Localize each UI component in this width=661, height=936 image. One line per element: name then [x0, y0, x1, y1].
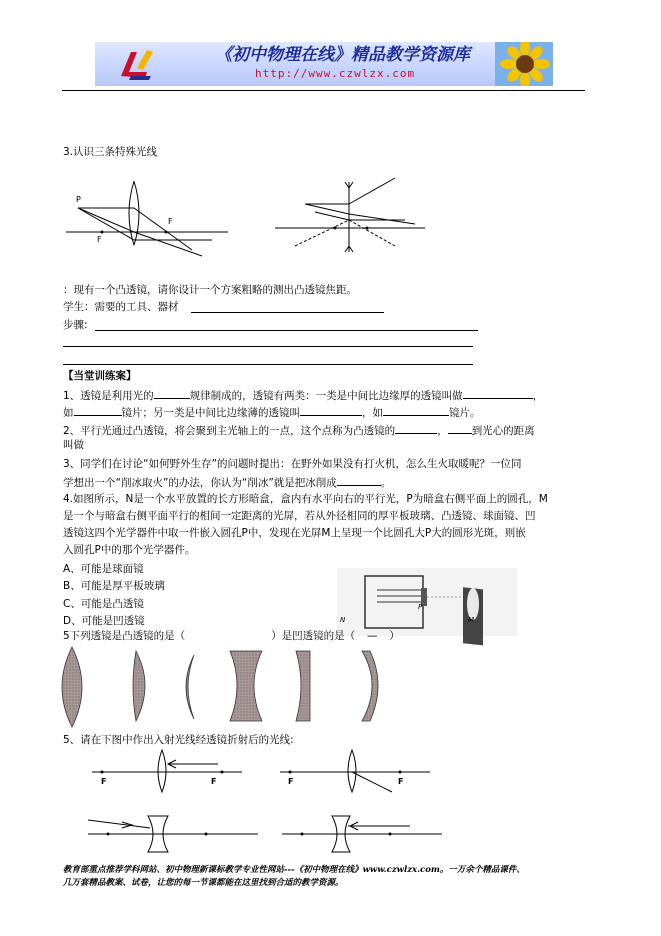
q5-blank-concave[interactable]: — — [366, 630, 378, 642]
q6-d2-f-right: F — [398, 777, 404, 786]
q4-option-c[interactable]: C、可能是凸透镜 — [63, 598, 144, 610]
steps-answer-line-3 — [63, 364, 473, 365]
lens-meniscus — [186, 655, 194, 719]
q4-line2: 是一个与暗盒右侧平面平行的相间一定距离的光屏，若从外径相同的厚平板玻璃、凸透镜、球面镜、凹 — [63, 510, 536, 522]
label-p: P — [76, 195, 81, 204]
q6-d1-f-left: F — [101, 777, 107, 786]
design-steps-label: 步骤: — [63, 319, 88, 331]
q4-option-a[interactable]: A、可能是球面镜 — [63, 563, 144, 575]
header-banner — [95, 42, 553, 86]
q2-blank-2[interactable] — [448, 422, 472, 434]
design-tools-label: 学生：需要的工具、器材 — [63, 301, 179, 313]
q4-fig-label-n: N — [340, 616, 346, 624]
q1-blank-4[interactable] — [300, 404, 362, 416]
q4-line1: 4.如图所示，N是一个水平放置的长方形暗盒，盒内有水平向右的平行光，P为暗盒右侧平面上的圆孔，M — [63, 493, 548, 505]
lens-biconvex — [62, 647, 82, 727]
q6-convex-diagram-1[interactable] — [92, 750, 242, 792]
header-rule — [62, 90, 585, 91]
q4-option-d[interactable]: D、可能是凹透镜 — [63, 615, 145, 627]
footer-line-1: 教育部重点推荐学科网站、初中物理新课标教学专业性网站---《初中物理在线》www.czwlzx.com。一万余个精品课件、 — [63, 865, 525, 875]
q2-line1: 2、平行光通过凸透镜，将会聚到主光轴上的一点，这个点称为凸透镜的 ， 到光心的距离 — [63, 422, 535, 438]
q1-blank-1[interactable] — [154, 387, 190, 399]
q1-blank-3[interactable] — [74, 404, 122, 416]
q6-d1-f-right: F — [211, 777, 217, 786]
footer-line-2: 几万套精品教案、试卷，让您的每一节课都能在这里找到合适的教学资源。 — [63, 878, 344, 888]
steps-answer-line-2 — [63, 346, 473, 347]
convex-lens-ray-diagram — [62, 188, 232, 258]
label-f-right: F — [168, 217, 173, 226]
q6-concave-diagram-1[interactable] — [88, 812, 258, 858]
q3-line2: 学想出一个“削冰取火”的办法，你认为“削冰”就是把冰削成 。 — [63, 474, 391, 490]
steps-answer-line-1 — [95, 330, 478, 331]
lens-concave-meniscus — [362, 651, 378, 721]
q1-blank-5[interactable] — [383, 404, 449, 416]
banner-title: 《初中物理在线》精品教学资源库 — [215, 45, 470, 65]
tools-answer-line — [191, 312, 384, 313]
lens-planoconvex — [133, 651, 145, 721]
sunflower-image — [495, 42, 553, 86]
design-prompt: ：现有一个凸透镜，请你设计一个方案粗略的测出凸透镜焦距。 — [63, 284, 357, 296]
q4-line3: 透镜这四个光学器件中取一件嵌入圆孔P中，发现在光屏M上呈现一个比圆孔大P大的圆形光斑，则嵌 — [63, 527, 526, 539]
q4-line4: 入圆孔P中的那个光学器件。 — [63, 544, 196, 556]
q4-option-b[interactable]: B、可能是厚平板玻璃 — [63, 580, 165, 592]
concave-lens-ray-diagram — [275, 176, 425, 256]
q6-concave-diagram-2[interactable] — [282, 812, 442, 858]
label-f-left: F — [97, 235, 102, 244]
q4-box-screen-figure — [337, 568, 517, 636]
q1-line2: 如 镜片；另一类是中间比边缘薄的透镜叫 ，如 镜片。 — [63, 404, 481, 420]
q1-line1: 1、透镜是利用光的 规律制成的，透镜有两类：一类是中间比边缘厚的透镜叫做 ， — [63, 387, 543, 403]
q1-blank-2[interactable] — [463, 387, 533, 399]
q2-line2: 叫做 — [63, 439, 84, 451]
q4-fig-label-p: P — [418, 603, 423, 611]
lens-planoconcave — [296, 651, 310, 721]
lens-shapes-row — [60, 645, 400, 729]
q6-convex-diagram-2[interactable] — [280, 750, 430, 792]
banner-url[interactable]: http://www.czwlzx.com — [255, 67, 416, 80]
q5-line: 5下列透镜是凸透镜的是（ ）是凹透镜的是（ — ） — [63, 630, 400, 642]
q3-line1: 3、同学们在讨论“如何野外生存”的问题时提出：在野外如果没有打火机，怎么生火取暖呢？一位同 — [63, 458, 522, 470]
practice-heading: 【当堂训练案】 — [63, 370, 137, 382]
q6-prompt: 5、请在下图中作出入射光线经透镜折射后的光线: — [63, 734, 294, 746]
lens-biconcave — [230, 651, 262, 721]
q2-blank-1[interactable] — [395, 422, 437, 434]
q6-d2-f-left: F — [288, 777, 294, 786]
section3-title: 3.认识三条特殊光线 — [63, 146, 158, 158]
site-logo — [117, 46, 157, 82]
q3-blank[interactable] — [337, 474, 381, 486]
q4-fig-label-m: M — [468, 616, 475, 624]
